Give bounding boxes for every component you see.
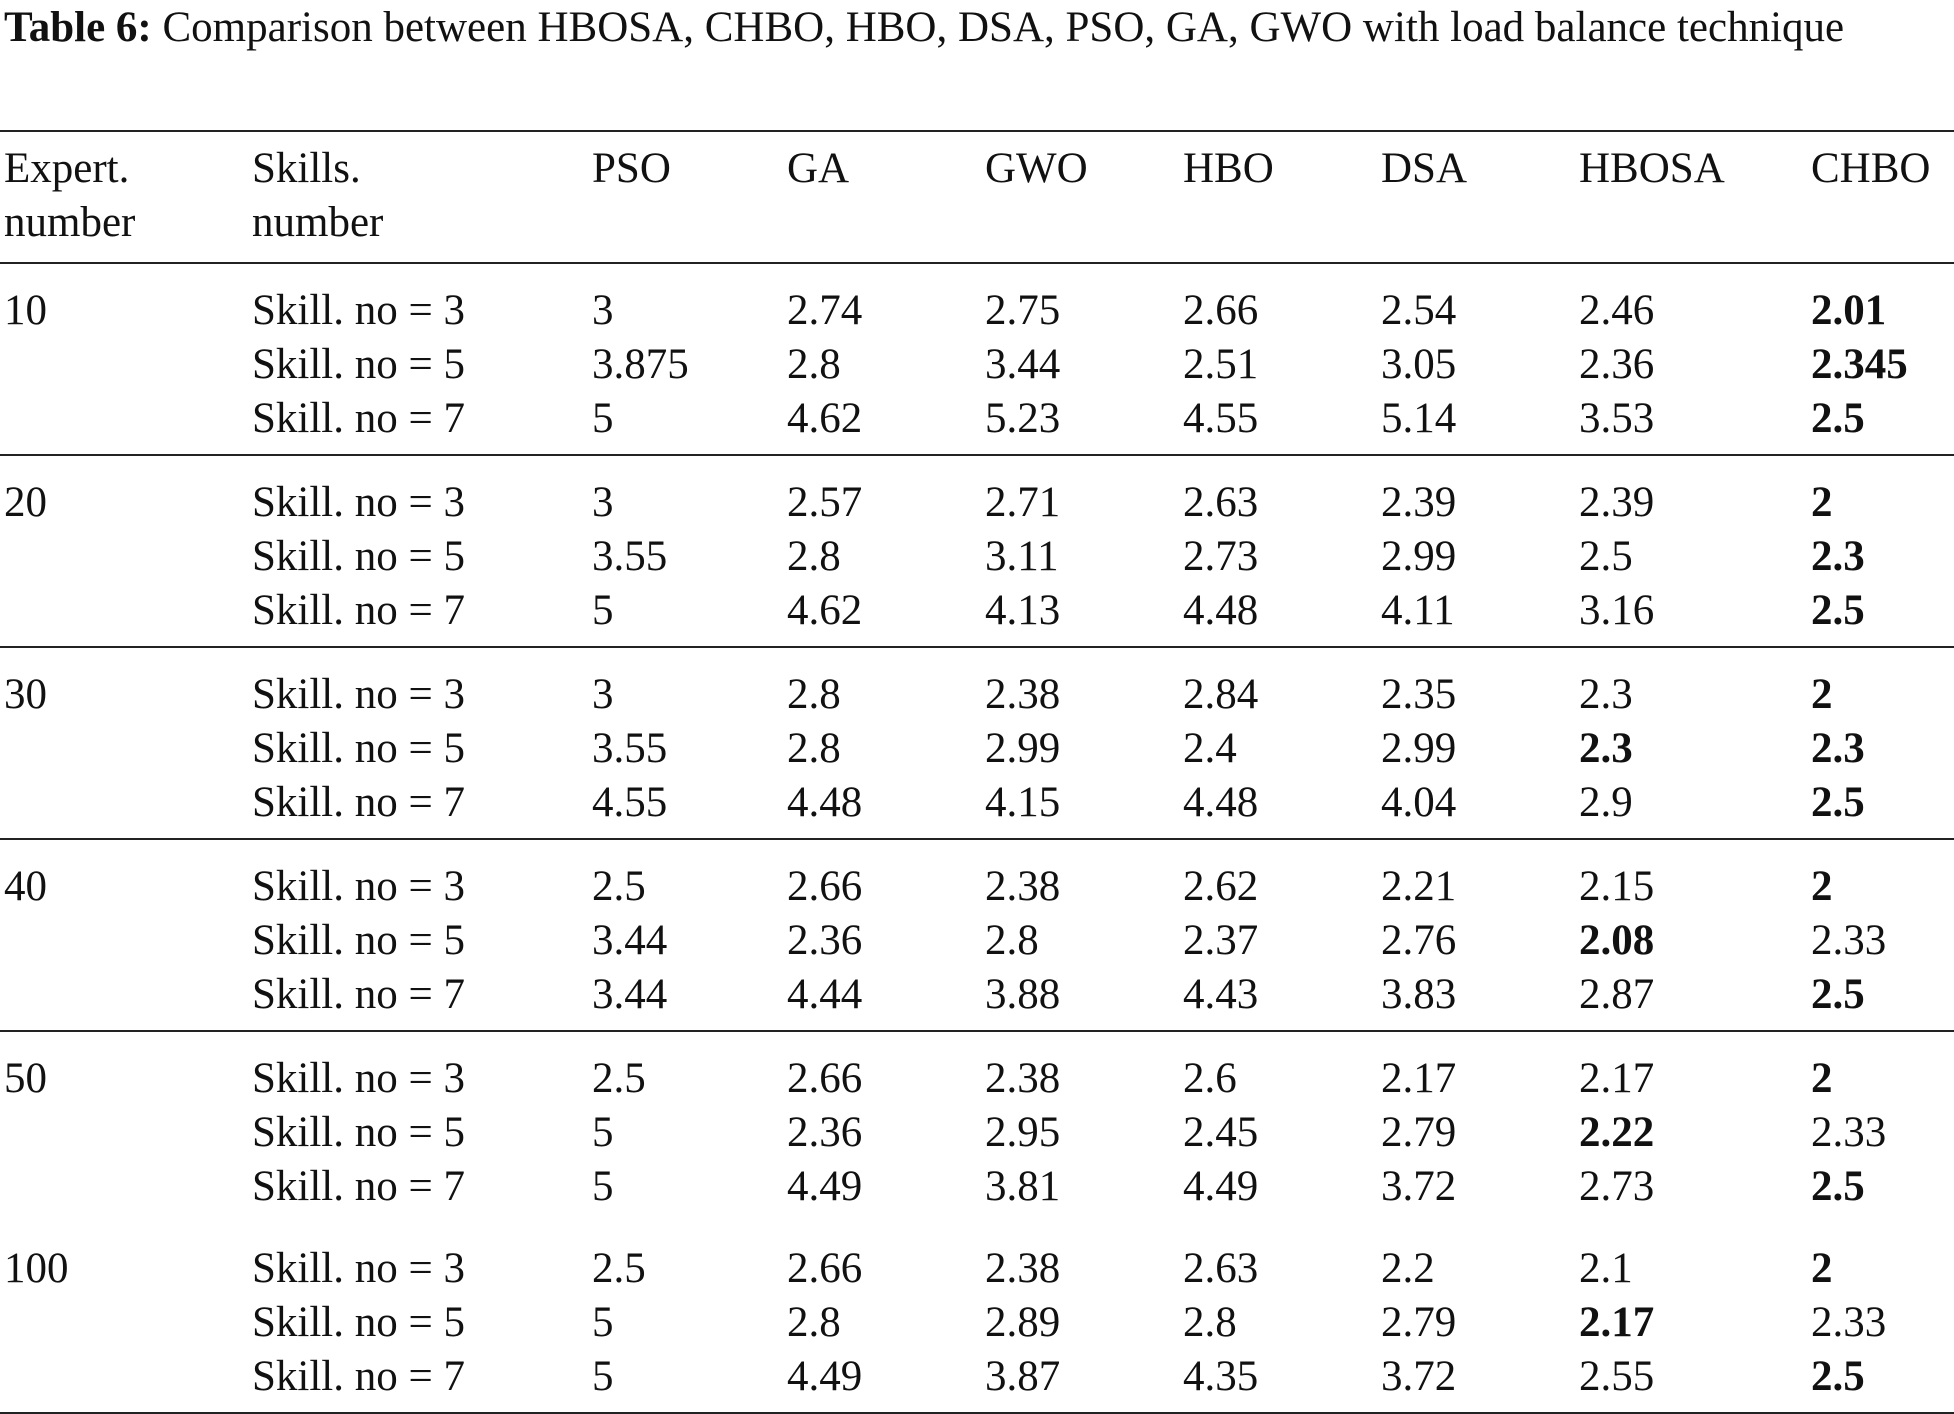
- table-row: [0, 1031, 1954, 1106]
- table-caption-text: Comparison between HBOSA, CHBO, HBO, DSA, PSO, GA, GWO with load balance technique: [162, 4, 1845, 51]
- cell-ga: 2.8: [787, 533, 841, 580]
- cell-hbosa: 2.17: [1579, 1299, 1655, 1346]
- cell-pso: 3: [592, 671, 614, 718]
- table-row: [0, 914, 1954, 968]
- cell-pso: 5: [592, 1109, 614, 1156]
- cell-gwo: 3.44: [985, 341, 1061, 388]
- cell-skills-number: Skill. no = 3: [252, 1055, 466, 1102]
- cell-pso: 5: [592, 1299, 614, 1346]
- cell-chbo: 2: [1811, 863, 1833, 910]
- table-header: [0, 131, 1954, 263]
- cell-ga: 2.8: [787, 1299, 841, 1346]
- cell-chbo: 2.5: [1811, 1163, 1865, 1210]
- header-hbo: HBO: [1183, 145, 1274, 192]
- table-caption-label: Table 6:: [4, 4, 152, 51]
- cell-expert-number: 10: [4, 287, 47, 334]
- cell-ga: 2.36: [787, 917, 863, 964]
- table-row: [0, 1350, 1954, 1413]
- cell-gwo: 2.8: [985, 917, 1039, 964]
- cell-expert-number: [0, 776, 252, 839]
- cell-hbo: 2.37: [1183, 917, 1259, 964]
- cell-chbo: 2: [1811, 479, 1833, 526]
- cell-gwo: 3.88: [985, 971, 1061, 1018]
- cell-chbo: 2.3: [1811, 533, 1865, 580]
- table-body: [0, 263, 1954, 1413]
- cell-hbo: 4.49: [1183, 1163, 1259, 1210]
- cell-chbo: 2.5: [1811, 1353, 1865, 1400]
- cell-dsa: 4.04: [1381, 779, 1457, 826]
- cell-hbosa: 2.46: [1579, 287, 1655, 334]
- cell-hbosa: 2.9: [1579, 779, 1633, 826]
- cell-expert-number: [0, 584, 252, 647]
- cell-ga: 4.62: [787, 587, 863, 634]
- cell-hbo: 2.45: [1183, 1109, 1259, 1156]
- table-row: [0, 455, 1954, 530]
- header-expert-number: Expert. number: [4, 145, 136, 246]
- cell-hbo: 4.48: [1183, 779, 1259, 826]
- cell-dsa: 2.17: [1381, 1055, 1457, 1102]
- cell-pso: 3.44: [592, 971, 668, 1018]
- cell-gwo: 2.38: [985, 863, 1061, 910]
- cell-dsa: 5.14: [1381, 395, 1457, 442]
- cell-gwo: 2.38: [985, 671, 1061, 718]
- table-row: [0, 1106, 1954, 1160]
- cell-ga: 2.8: [787, 725, 841, 772]
- cell-hbosa: 3.16: [1579, 587, 1655, 634]
- cell-hbosa: 2.1: [1579, 1245, 1633, 1292]
- cell-dsa: 2.99: [1381, 533, 1457, 580]
- cell-pso: 2.5: [592, 1055, 646, 1102]
- table-row: [0, 722, 1954, 776]
- cell-pso: 5: [592, 587, 614, 634]
- cell-ga: 4.49: [787, 1163, 863, 1210]
- cell-ga: 4.49: [787, 1353, 863, 1400]
- cell-expert-number: [0, 1296, 252, 1350]
- table-row: [0, 338, 1954, 392]
- cell-hbosa: 2.15: [1579, 863, 1655, 910]
- cell-chbo: 2.5: [1811, 587, 1865, 634]
- cell-hbosa: 2.22: [1579, 1109, 1655, 1156]
- cell-gwo: 2.38: [985, 1245, 1061, 1292]
- cell-hbosa: 2.17: [1579, 1055, 1655, 1102]
- cell-hbosa: 2.3: [1579, 725, 1633, 772]
- cell-pso: 3.55: [592, 533, 668, 580]
- cell-chbo: 2.5: [1811, 395, 1865, 442]
- table-row: [0, 1160, 1954, 1222]
- cell-expert-number: 100: [4, 1245, 69, 1292]
- cell-gwo: 2.38: [985, 1055, 1061, 1102]
- cell-dsa: 2.54: [1381, 287, 1457, 334]
- cell-skills-number: Skill. no = 7: [252, 1163, 466, 1210]
- cell-dsa: 2.2: [1381, 1245, 1435, 1292]
- cell-ga: 2.57: [787, 479, 863, 526]
- cell-gwo: 4.13: [985, 587, 1061, 634]
- cell-dsa: 2.99: [1381, 725, 1457, 772]
- cell-skills-number: Skill. no = 7: [252, 971, 466, 1018]
- header-skills-number: Skills. number: [252, 145, 384, 246]
- cell-hbo: 2.6: [1183, 1055, 1237, 1102]
- cell-ga: 4.62: [787, 395, 863, 442]
- cell-ga: 4.48: [787, 779, 863, 826]
- cell-dsa: 3.72: [1381, 1353, 1457, 1400]
- cell-hbo: 4.48: [1183, 587, 1259, 634]
- cell-hbo: 4.55: [1183, 395, 1259, 442]
- cell-skills-number: Skill. no = 3: [252, 479, 466, 526]
- cell-gwo: 5.23: [985, 395, 1061, 442]
- cell-skills-number: Skill. no = 7: [252, 395, 466, 442]
- cell-hbosa: 2.73: [1579, 1163, 1655, 1210]
- cell-expert-number: [0, 1106, 252, 1160]
- cell-hbosa: 2.87: [1579, 971, 1655, 1018]
- cell-hbo: 2.51: [1183, 341, 1259, 388]
- cell-dsa: 4.11: [1381, 587, 1455, 634]
- cell-ga: 2.74: [787, 287, 863, 334]
- cell-ga: 2.66: [787, 1245, 863, 1292]
- cell-chbo: 2: [1811, 1245, 1833, 1292]
- header-gwo: GWO: [985, 145, 1088, 192]
- header-chbo: CHBO: [1811, 145, 1931, 192]
- cell-ga: 4.44: [787, 971, 863, 1018]
- cell-dsa: 2.35: [1381, 671, 1457, 718]
- cell-hbo: 2.63: [1183, 479, 1259, 526]
- cell-expert-number: [0, 968, 252, 1031]
- cell-dsa: 3.05: [1381, 341, 1457, 388]
- cell-skills-number: Skill. no = 7: [252, 779, 466, 826]
- cell-hbosa: 2.36: [1579, 341, 1655, 388]
- cell-hbo: 2.8: [1183, 1299, 1237, 1346]
- table-row: [0, 647, 1954, 722]
- cell-chbo: 2.33: [1811, 917, 1887, 964]
- cell-dsa: 2.21: [1381, 863, 1457, 910]
- cell-pso: 4.55: [592, 779, 668, 826]
- cell-dsa: 2.76: [1381, 917, 1457, 964]
- header-hbosa: HBOSA: [1579, 145, 1725, 192]
- cell-expert-number: [0, 1350, 252, 1413]
- cell-expert-number: 50: [4, 1055, 47, 1102]
- cell-dsa: 3.72: [1381, 1163, 1457, 1210]
- cell-gwo: 2.75: [985, 287, 1061, 334]
- cell-chbo: 2: [1811, 1055, 1833, 1102]
- cell-pso: 2.5: [592, 863, 646, 910]
- cell-pso: 5: [592, 395, 614, 442]
- table-row: [0, 530, 1954, 584]
- cell-hbo: 2.62: [1183, 863, 1259, 910]
- cell-skills-number: Skill. no = 5: [252, 1299, 466, 1346]
- cell-ga: 2.8: [787, 671, 841, 718]
- header-pso: PSO: [592, 145, 671, 192]
- cell-chbo: 2.5: [1811, 779, 1865, 826]
- cell-pso: 3.44: [592, 917, 668, 964]
- cell-chbo: 2.345: [1811, 341, 1908, 388]
- cell-hbosa: 2.5: [1579, 533, 1633, 580]
- cell-expert-number: [0, 338, 252, 392]
- cell-expert-number: [0, 530, 252, 584]
- cell-pso: 3.875: [592, 341, 689, 388]
- cell-skills-number: Skill. no = 5: [252, 341, 466, 388]
- cell-expert-number: [0, 914, 252, 968]
- cell-ga: 2.8: [787, 341, 841, 388]
- table-row: [0, 263, 1954, 338]
- cell-expert-number: 30: [4, 671, 47, 718]
- cell-skills-number: Skill. no = 5: [252, 725, 466, 772]
- cell-hbo: 4.43: [1183, 971, 1259, 1018]
- cell-expert-number: [0, 722, 252, 776]
- cell-chbo: 2.01: [1811, 287, 1887, 334]
- cell-skills-number: Skill. no = 7: [252, 587, 466, 634]
- cell-skills-number: Skill. no = 3: [252, 671, 466, 718]
- comparison-table: [0, 130, 1954, 1414]
- cell-hbosa: 3.53: [1579, 395, 1655, 442]
- cell-chbo: 2.5: [1811, 971, 1865, 1018]
- cell-gwo: 3.11: [985, 533, 1059, 580]
- cell-dsa: 2.79: [1381, 1109, 1457, 1156]
- cell-hbosa: 2.55: [1579, 1353, 1655, 1400]
- table-caption: [4, 0, 1950, 56]
- table-row: [0, 776, 1954, 839]
- table-row: [0, 1222, 1954, 1296]
- cell-gwo: 2.95: [985, 1109, 1061, 1156]
- header-dsa: DSA: [1381, 145, 1468, 192]
- cell-hbo: 2.66: [1183, 287, 1259, 334]
- cell-pso: 3.55: [592, 725, 668, 772]
- cell-pso: 3: [592, 287, 614, 334]
- cell-hbosa: 2.08: [1579, 917, 1655, 964]
- cell-gwo: 2.89: [985, 1299, 1061, 1346]
- cell-expert-number: 20: [4, 479, 47, 526]
- cell-hbo: 2.84: [1183, 671, 1259, 718]
- cell-skills-number: Skill. no = 5: [252, 533, 466, 580]
- cell-expert-number: [0, 392, 252, 455]
- cell-hbosa: 2.3: [1579, 671, 1633, 718]
- table-row: [0, 968, 1954, 1031]
- cell-pso: 3: [592, 479, 614, 526]
- cell-expert-number: 40: [4, 863, 47, 910]
- cell-dsa: 3.83: [1381, 971, 1457, 1018]
- cell-chbo: 2: [1811, 671, 1833, 718]
- table-row: [0, 1296, 1954, 1350]
- cell-chbo: 2.3: [1811, 725, 1865, 772]
- cell-pso: 5: [592, 1353, 614, 1400]
- table-row: [0, 392, 1954, 455]
- cell-hbosa: 2.39: [1579, 479, 1655, 526]
- cell-gwo: 2.99: [985, 725, 1061, 772]
- cell-skills-number: Skill. no = 3: [252, 287, 466, 334]
- cell-gwo: 3.81: [985, 1163, 1061, 1210]
- cell-chbo: 2.33: [1811, 1299, 1887, 1346]
- cell-gwo: 3.87: [985, 1353, 1061, 1400]
- cell-skills-number: Skill. no = 5: [252, 917, 466, 964]
- cell-skills-number: Skill. no = 7: [252, 1353, 466, 1400]
- cell-hbo: 4.35: [1183, 1353, 1259, 1400]
- cell-dsa: 2.39: [1381, 479, 1457, 526]
- cell-pso: 2.5: [592, 1245, 646, 1292]
- header-ga: GA: [787, 145, 850, 192]
- cell-expert-number: [0, 1160, 252, 1222]
- cell-pso: 5: [592, 1163, 614, 1210]
- cell-ga: 2.66: [787, 1055, 863, 1102]
- cell-skills-number: Skill. no = 5: [252, 1109, 466, 1156]
- cell-gwo: 4.15: [985, 779, 1061, 826]
- cell-skills-number: Skill. no = 3: [252, 1245, 466, 1292]
- cell-chbo: 2.33: [1811, 1109, 1887, 1156]
- cell-hbo: 2.73: [1183, 533, 1259, 580]
- cell-ga: 2.66: [787, 863, 863, 910]
- cell-hbo: 2.63: [1183, 1245, 1259, 1292]
- header-row: [0, 131, 1954, 263]
- cell-dsa: 2.79: [1381, 1299, 1457, 1346]
- cell-ga: 2.36: [787, 1109, 863, 1156]
- table-row: [0, 839, 1954, 914]
- table-row: [0, 584, 1954, 647]
- cell-gwo: 2.71: [985, 479, 1061, 526]
- cell-hbo: 2.4: [1183, 725, 1237, 772]
- cell-skills-number: Skill. no = 3: [252, 863, 466, 910]
